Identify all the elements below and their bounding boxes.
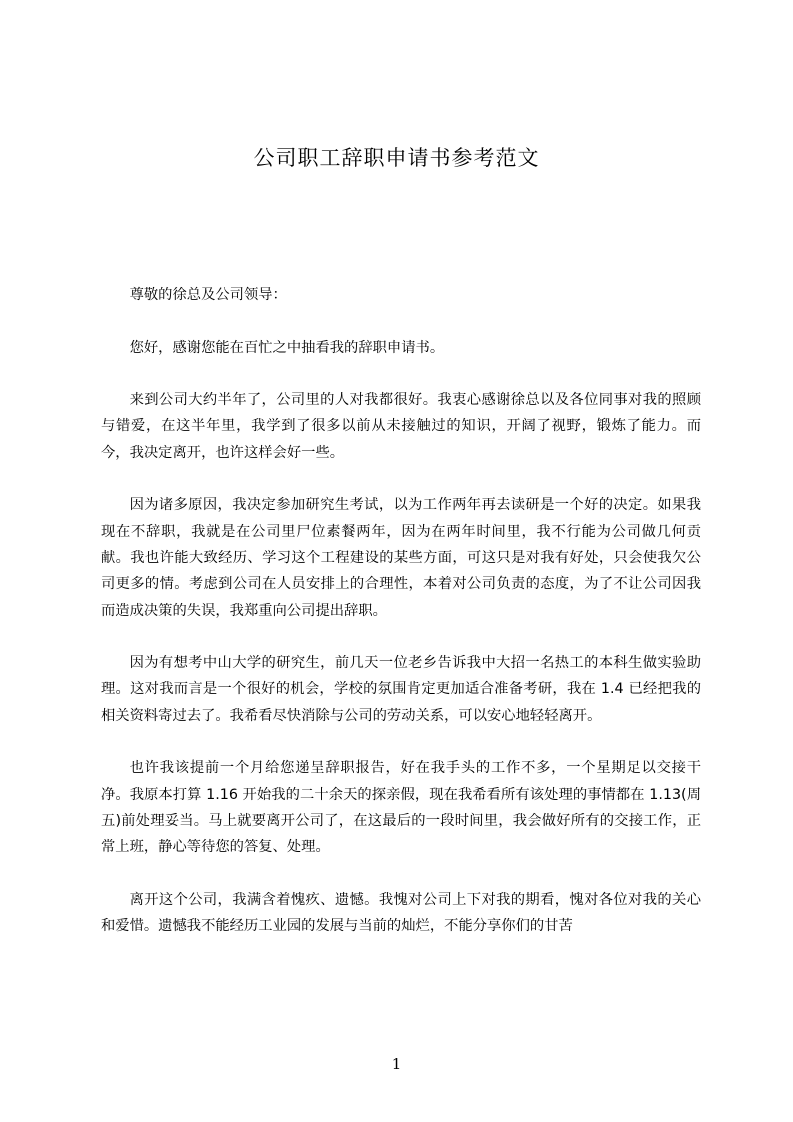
- document-body: [101, 282, 701, 966]
- page-number: 1: [391, 1055, 402, 1073]
- salutation: 尊敬的徐总及公司领导：: [129, 287, 287, 303]
- document-title: 公司职工辞职申请书参考范文: [253, 146, 540, 170]
- body-paragraph-3: 因为有想考中山大学的研究生，前几天一位老乡告诉我中大招一名热工的本科生做实验助理。这对我而言是一个很好的机会，学校的氛围肯定更加适合准备考研，我在 1.4 已经把我的相关资料寄过去了。我希看尽快消除与公司的劳动关系，可以安心地轻轻离开。: [101, 655, 701, 724]
- body-paragraph-5: 离开这个公司，我满含着愧疚、遗憾。我愧对公司上下对我的期看，愧对各位对我的关心和爱惜。遗憾我不能经历工业园的发展与当前的灿烂，不能分享你们的甘苦: [101, 891, 701, 935]
- body-paragraph-1: 来到公司大约半年了，公司里的人对我都很好。我衷心感谢徐总以及各位同事对我的照顾与错爱，在这半年里，我学到了很多以前从未接触过的知识，开阔了视野，锻炼了能力。而今，我决定离开，也许这样会好一些。: [101, 392, 701, 461]
- body-paragraph-4: 也许我该提前一个月给您递呈辞职报告，好在我手头的工作不多，一个星期足以交接干净。我原本打算 1.16 开始我的二十余天的探亲假，现在我希看所有该处理的事情都在 1.13(周五)前处理妥当。马上就要离开公司了，在这最后的一段时间里，我会做好所有的交接工作，正常上班，静心等待您的答复、处理。: [101, 760, 701, 856]
- body-paragraph-2: 因为诸多原因，我决定参加研究生考试，以为工作两年再去读研是一个好的决定。如果我现在不辞职，我就是在公司里尸位素餐两年，因为在两年时间里，我不行能为公司做几何贡献。我也许能大致经历、学习这个工程建设的某些方面，可这只是对我有好处，只会使我欠公司更多的情。考虑到公司在人员安排上的合理性，本着对公司负责的态度，为了不让公司因我而造成决策的失误，我郑重向公司提出辞职。: [101, 497, 701, 619]
- greeting-paragraph: 您好，感谢您能在百忙之中抽看我的辞职申请书。: [129, 339, 445, 356]
